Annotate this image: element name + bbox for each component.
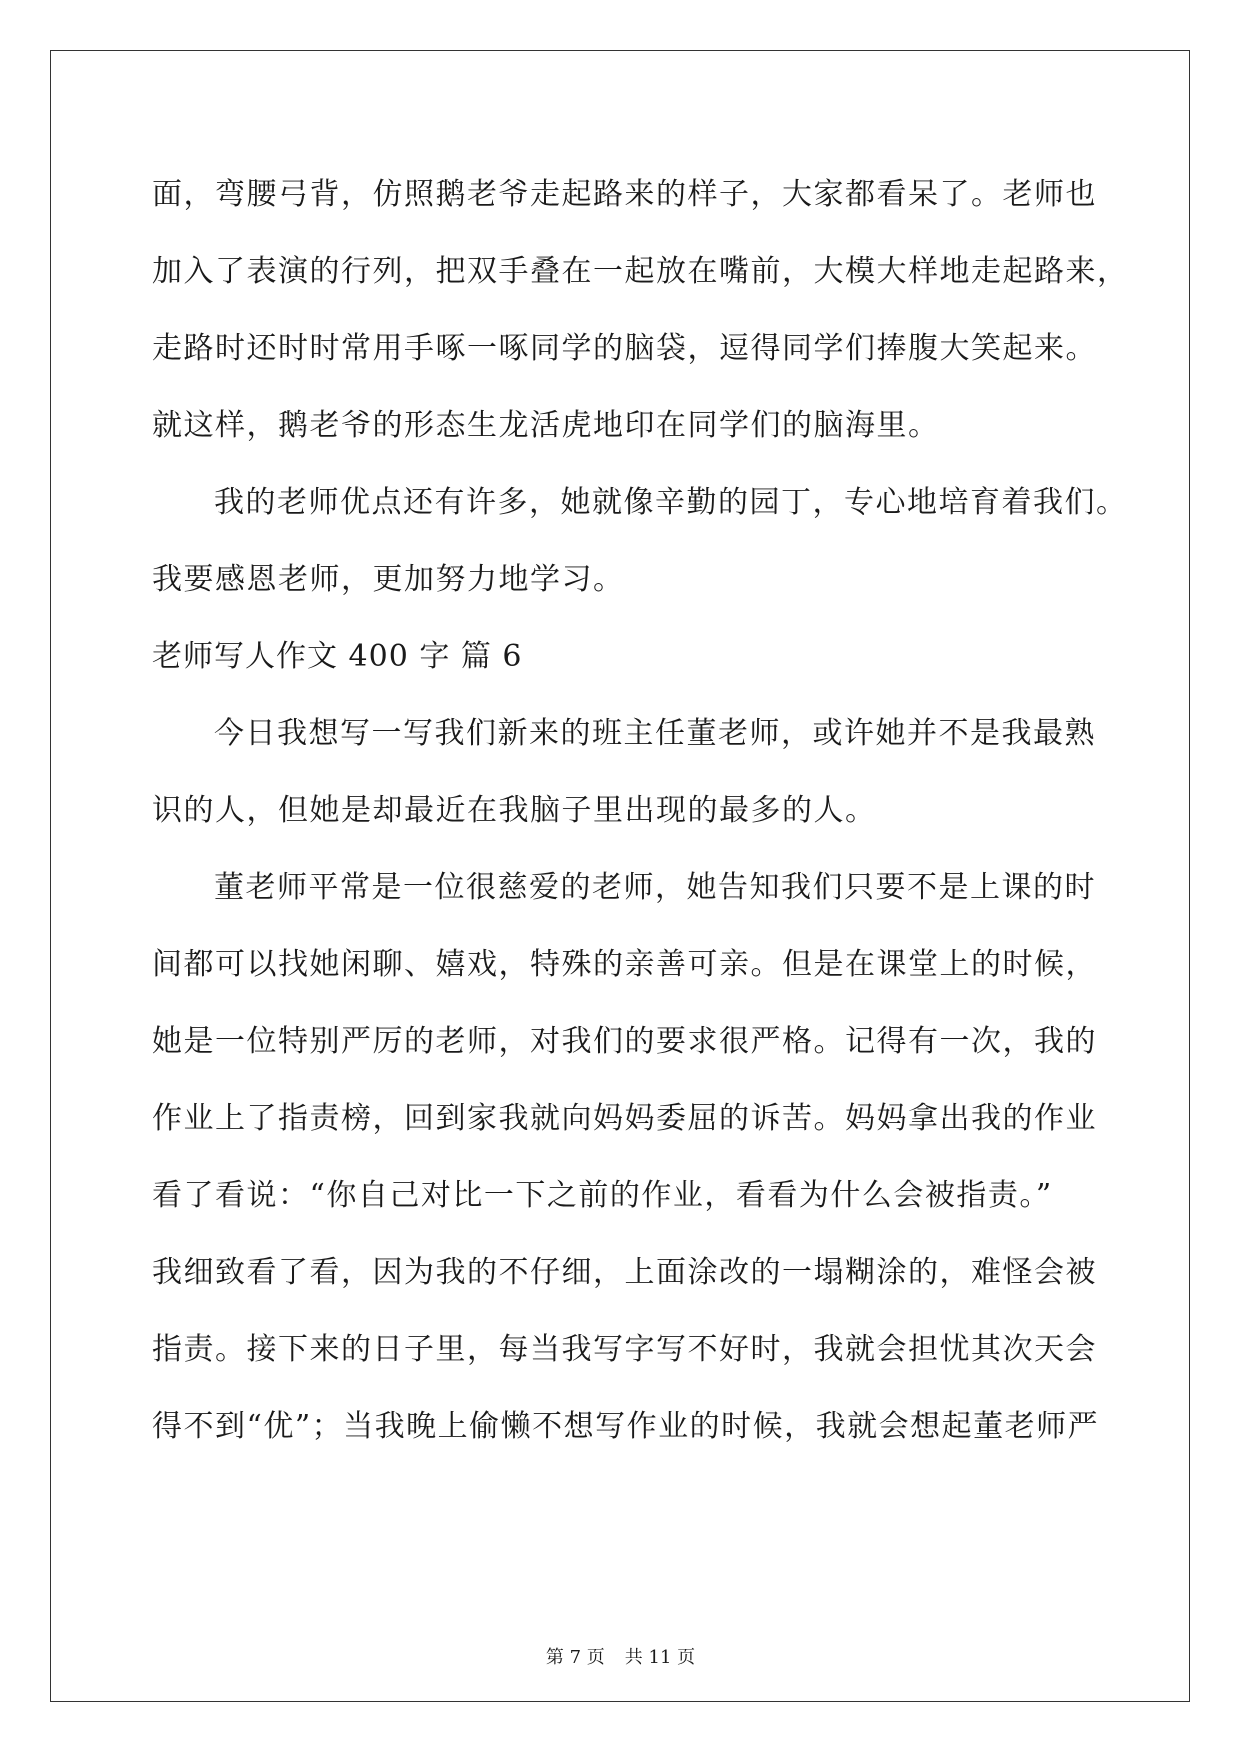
paragraph-start-line: 我的老师优点还有许多，她就像辛勤的园丁，专心地培育着我们。: [214, 485, 1128, 520]
page-number: 第 7 页: [545, 1647, 605, 1668]
text-line: 我要感恩老师，更加努力地学习。: [152, 562, 625, 597]
paragraph-start-line: 董老师平常是一位很慈爱的老师，她告知我们只要不是上课的时: [214, 870, 1096, 905]
text-line: 作业上了指责榜，回到家我就向妈妈委屈的诉苦。妈妈拿出我的作业: [152, 1101, 1097, 1136]
text-line: 识的人，但她是却最近在我脑子里出现的最多的人。: [152, 793, 877, 828]
text-line: 她是一位特别严厉的老师，对我们的要求很严格。记得有一次，我的: [152, 1024, 1097, 1059]
text-line: 我细致看了看，因为我的不仔细，上面涂改的一塌糊涂的，难怪会被: [152, 1255, 1097, 1290]
text-line: 面，弯腰弓背，仿照鹅老爷走起路来的样子，大家都看呆了。老师也: [152, 177, 1097, 212]
text-line: 指责。接下来的日子里，每当我写字写不好时，我就会担忧其次天会: [152, 1332, 1097, 1367]
page-total: 共 11 页: [624, 1647, 696, 1668]
text-line: 得不到“优”；当我晚上偷懒不想写作业的时候，我就会想起董老师严: [152, 1409, 1100, 1444]
text-line: 就这样，鹅老爷的形态生龙活虎地印在同学们的脑海里。: [152, 408, 940, 443]
text-line: 走路时还时时常用手啄一啄同学的脑袋，逗得同学们捧腹大笑起来。: [152, 331, 1097, 366]
text-line: 加入了表演的行列，把双手叠在一起放在嘴前，大模大样地走起路来，: [152, 254, 1129, 289]
section-heading: 老师写人作文 400 字 篇 6: [152, 639, 523, 674]
page-footer: [0, 1643, 1241, 1669]
paragraph-start-line: 今日我想写一写我们新来的班主任董老师，或许她并不是我最熟: [214, 716, 1096, 751]
document-body: [152, 160, 1129, 1469]
text-line: 间都可以找她闲聊、嬉戏，特殊的亲善可亲。但是在课堂上的时候，: [152, 947, 1097, 982]
text-line: 看了看说：“你自己对比一下之前的作业，看看为什么会被指责。”: [152, 1178, 1053, 1213]
